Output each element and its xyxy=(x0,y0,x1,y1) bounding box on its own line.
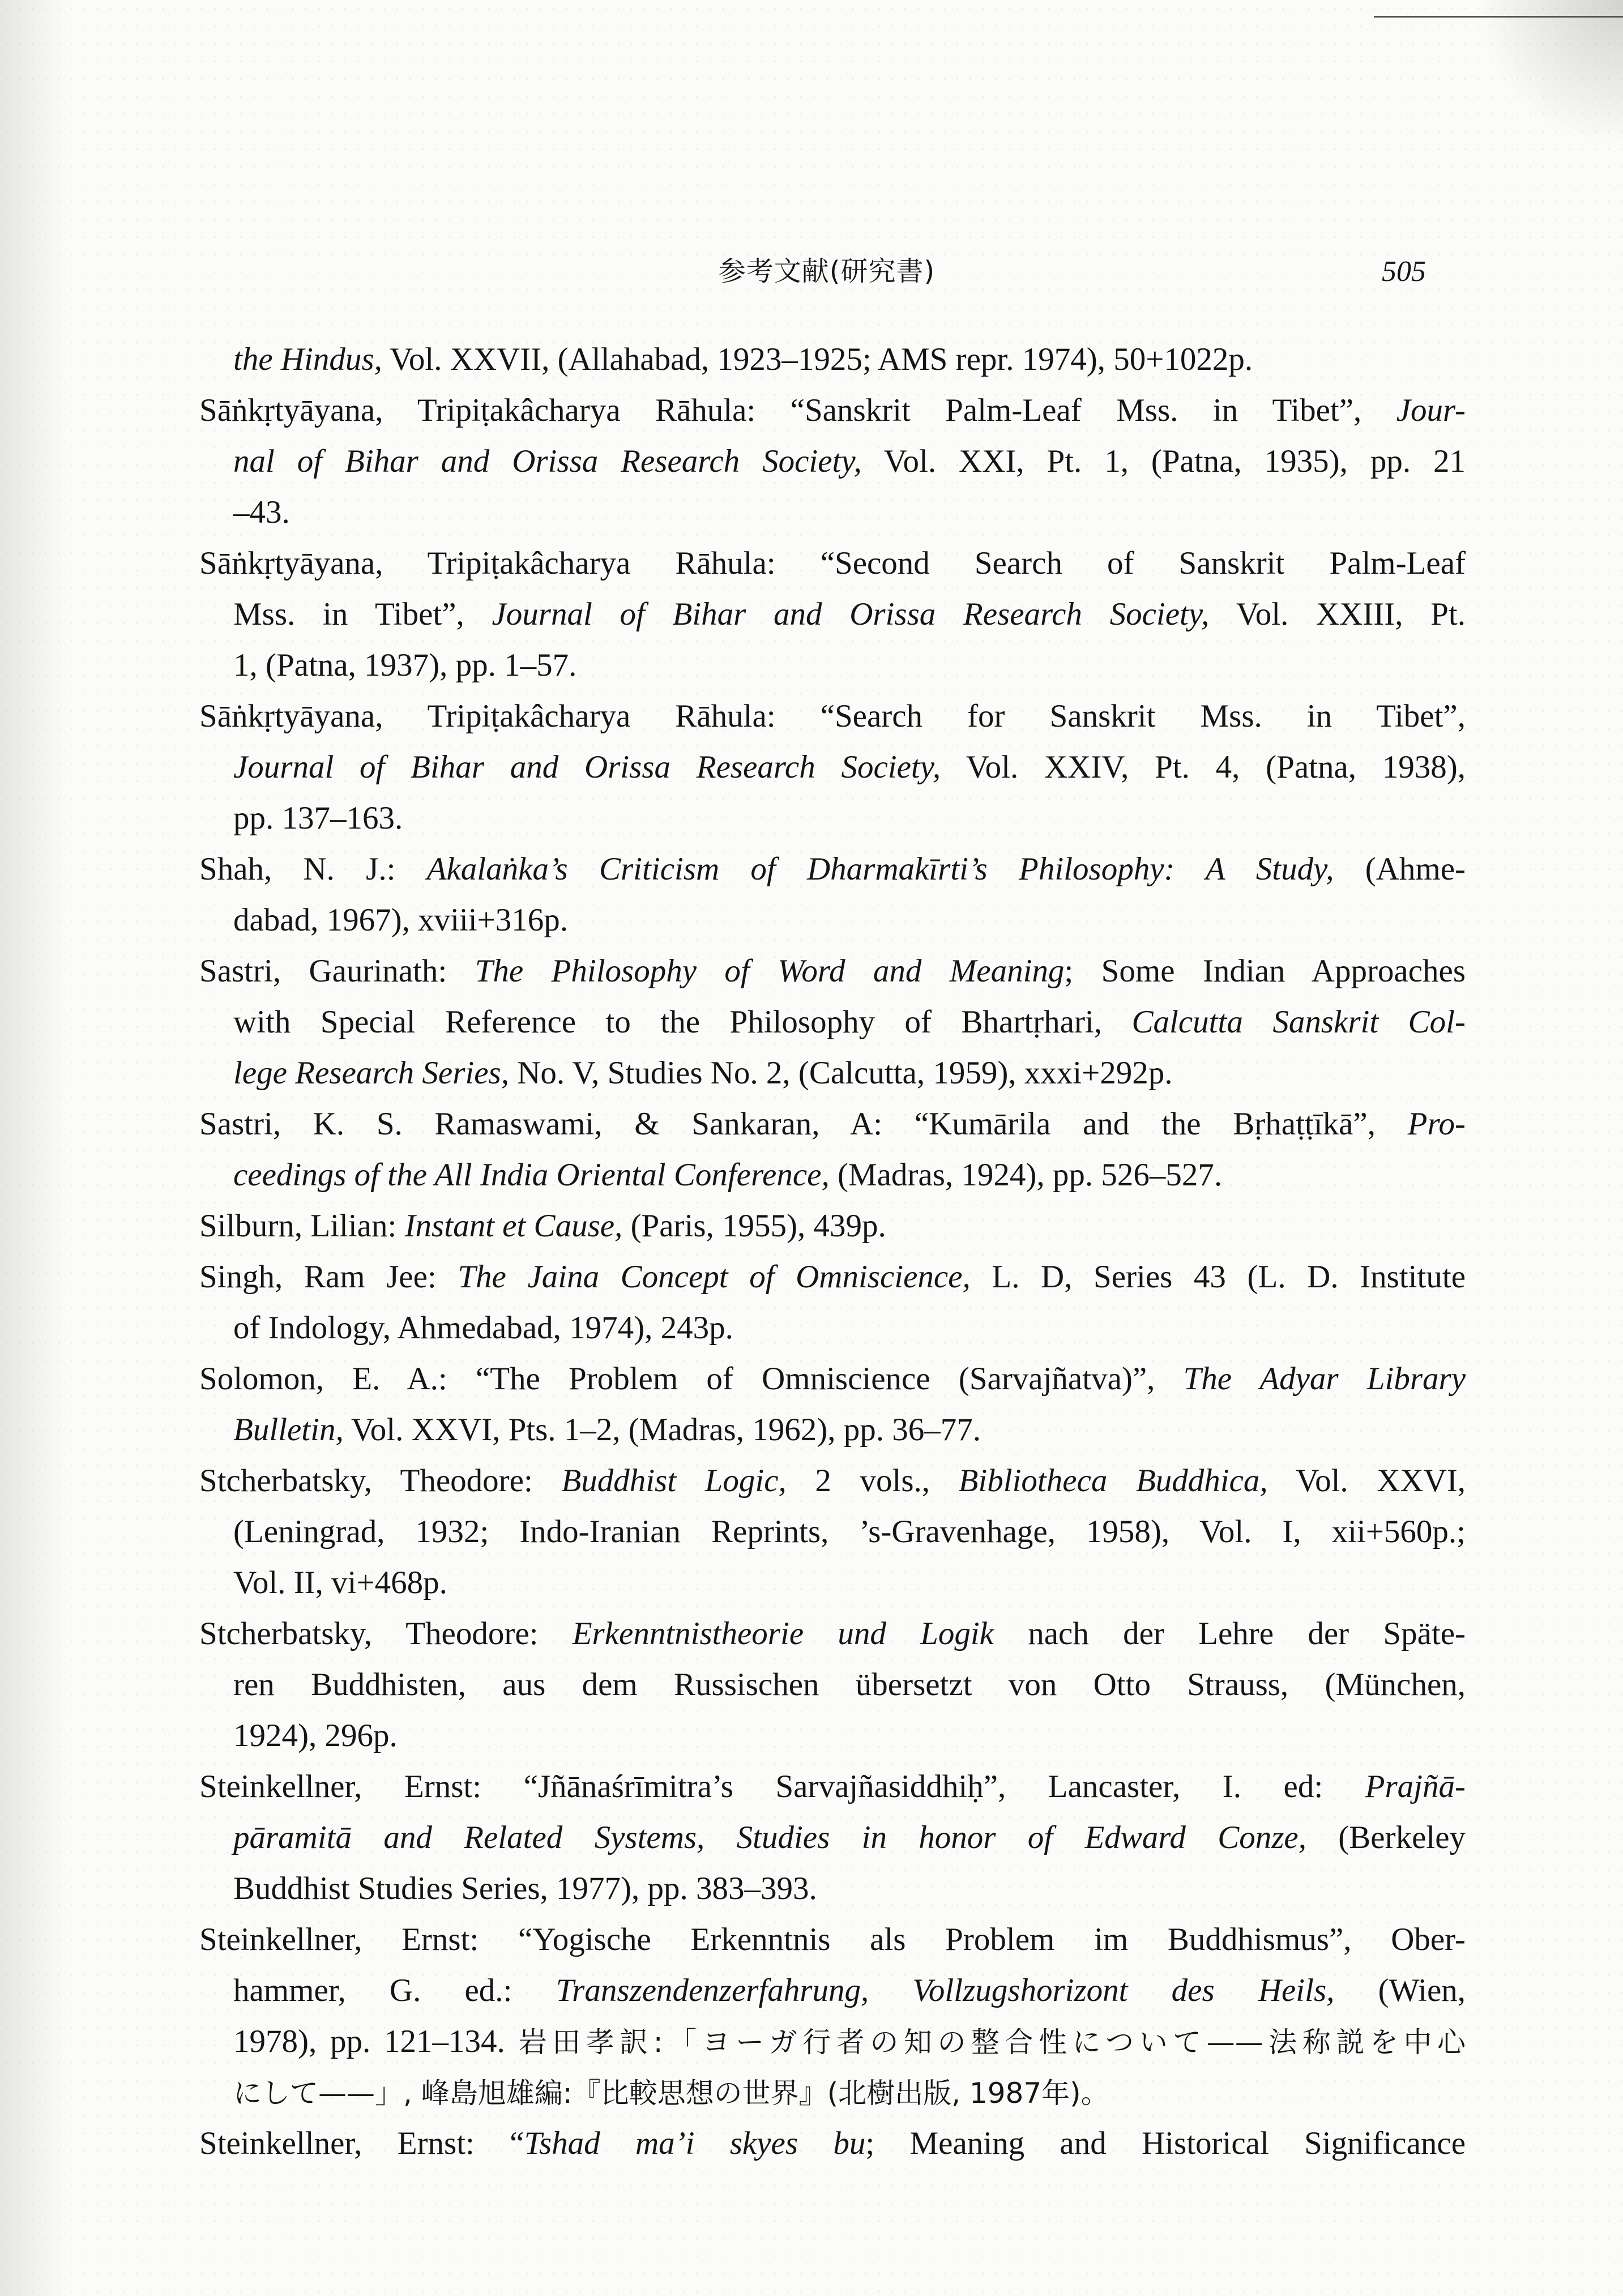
entry-line xyxy=(199,1659,1466,1710)
bibliography-entry xyxy=(199,1201,1466,1252)
italic-title-text: Bulletin, xyxy=(233,1412,344,1448)
citation-text: dabad, 1967), xviii+316p. xyxy=(233,902,568,938)
entry-line xyxy=(199,1048,1466,1099)
bibliography-entry xyxy=(199,691,1466,844)
citation-text: Sāṅkṛtyāyana, Tripiṭakâcharya Rāhula: “Second Search of Sanskrit Palm-Leaf xyxy=(199,545,1466,581)
citation-text: Vol. XXVII, (Allahabad, 1923–1925; AMS repr. 1974), 50+1022p. xyxy=(382,342,1253,377)
entry-line xyxy=(199,997,1466,1048)
bibliography-entry xyxy=(199,1099,1466,1201)
italic-title-text: The Adyar Library xyxy=(1183,1361,1466,1397)
bibliography-entry xyxy=(199,844,1466,946)
bibliography-entry xyxy=(199,2118,1466,2169)
citation-text: 1978), pp. 121–134. xyxy=(233,2024,519,2059)
citation-text: Sāṅkṛtyāyana, Tripiṭakâcharya Rāhula: “Sanskrit Palm-Leaf Mss. in Tibet”, xyxy=(199,392,1396,428)
citation-text: of Indology, Ahmedabad, 1974), 243p. xyxy=(233,1310,733,1346)
citation-text: (Ahme- xyxy=(1334,851,1466,887)
italic-title-text: Buddhist Logic, xyxy=(561,1463,787,1499)
page-number: 505 xyxy=(1382,255,1426,288)
entry-line xyxy=(199,385,1466,436)
citation-text: Stcherbatsky, Theodore: xyxy=(199,1616,573,1651)
italic-title-text: The Philosophy of Word and Meaning xyxy=(475,953,1065,989)
citation-text: ; Some Indian Approaches xyxy=(1064,953,1466,989)
citation-text: にして——」, 峰島旭雄編:『比較思想の世界』(北樹出版, 1987年)。 xyxy=(233,2077,1109,2110)
italic-title-text: lege Research Series, xyxy=(233,1055,509,1091)
bibliography-entry xyxy=(199,1456,1466,1608)
italic-title-text: Journal of Bihar and Orissa Research Society, xyxy=(492,596,1210,632)
citation-text: Mss. in Tibet”, xyxy=(233,596,492,632)
italic-title-text: Akalaṅka’s Criticism of Dharmakīrti’s Philosophy: A Study, xyxy=(426,851,1334,887)
entry-line xyxy=(199,1150,1466,1201)
entry-line xyxy=(199,1608,1466,1659)
citation-text: 2 vols., xyxy=(786,1463,959,1499)
entry-line xyxy=(199,2118,1466,2169)
citation-text: pp. 137–163. xyxy=(233,800,403,836)
citation-text: No. V, Studies No. 2, (Calcutta, 1959), xxxi+292p. xyxy=(509,1055,1173,1091)
citation-text: Vol. II, vi+468p. xyxy=(233,1565,447,1601)
entry-line xyxy=(199,793,1466,844)
citation-text: with Special Reference to the Philosophy of Bhartṛhari, xyxy=(233,1004,1132,1040)
citation-text: ; Meaning and Historical Significance xyxy=(865,2126,1466,2161)
italic-title-text: the Hindus, xyxy=(233,342,382,377)
italic-title-text: Jour- xyxy=(1396,392,1466,428)
citation-text: (Wien, xyxy=(1334,1973,1466,2008)
citation-text: Buddhist Studies Series, 1977), pp. 383–393. xyxy=(233,1871,817,1906)
entry-line xyxy=(199,538,1466,589)
citation-text: Steinkellner, Ernst: “Yogische Erkenntnis als Problem im Buddhismus”, Ober- xyxy=(199,1922,1466,1957)
citation-text: Vol. XXIII, Pt. xyxy=(1209,596,1466,632)
entry-line xyxy=(199,1557,1466,1608)
citation-text: Vol. XXI, Pt. 1, (Patna, 1935), pp. 21 xyxy=(861,443,1466,479)
entry-line xyxy=(199,844,1466,895)
citation-text: Stcherbatsky, Theodore: xyxy=(199,1463,562,1499)
citation-text: Silburn, Lilian: xyxy=(199,1208,405,1244)
running-header: 参考文献(研究書) xyxy=(718,255,936,287)
scan-edge-shadow xyxy=(0,0,68,2296)
entry-line xyxy=(199,1456,1466,1507)
citation-text: 1924), 296p. xyxy=(233,1718,398,1753)
entry-line xyxy=(199,334,1466,385)
bibliography-entry xyxy=(199,1608,1466,1761)
entry-line xyxy=(199,1201,1466,1252)
citation-text: Sastri, K. S. Ramaswami, & Sankaran, A: “Kumārila and the Bṛhaṭṭīkā”, xyxy=(199,1106,1408,1142)
citation-text: Vol. XXIV, Pt. 4, (Patna, 1938), xyxy=(941,749,1466,785)
bibliography-entry xyxy=(199,385,1466,538)
entry-line xyxy=(199,946,1466,997)
scan-rule xyxy=(1374,16,1623,18)
entry-line xyxy=(199,1863,1466,1914)
citation-text: Solomon, E. A.: “The Problem of Omniscience (Sarvajñatva)”, xyxy=(199,1361,1184,1397)
italic-title-text: pāramitā and Related Systems, Studies in honor of Edward Conze, xyxy=(233,1820,1306,1855)
bibliography-entry xyxy=(199,1252,1466,1354)
citation-text: (Berkeley xyxy=(1306,1820,1466,1855)
entry-line xyxy=(199,1405,1466,1456)
entry-line xyxy=(199,1507,1466,1557)
entry-line xyxy=(199,589,1466,640)
citation-text: Shah, N. J.: xyxy=(199,851,427,887)
citation-text: –43. xyxy=(233,494,290,530)
entry-line xyxy=(199,742,1466,793)
entry-line xyxy=(199,487,1466,538)
citation-text: 岩田孝訳:「ヨーガ行者の知の整合性について——法称説を中心 xyxy=(518,2026,1466,2059)
entry-line xyxy=(199,1812,1466,1863)
entry-line xyxy=(199,1252,1466,1303)
citation-text: nach der Lehre der Späte- xyxy=(994,1616,1466,1651)
citation-text: Sastri, Gaurinath: xyxy=(199,953,475,989)
entry-line xyxy=(199,640,1466,691)
citation-text: Steinkellner, Ernst: “ xyxy=(199,2126,524,2161)
italic-title-text: Transzendenzerfahrung, Vollzugshorizont des Heils, xyxy=(556,1973,1335,2008)
bibliography-entry xyxy=(199,334,1466,385)
entry-line xyxy=(199,2067,1466,2118)
italic-title-text: Erkenntnistheorie und Logik xyxy=(572,1616,994,1651)
entry-line xyxy=(199,1965,1466,2016)
entry-line xyxy=(199,1354,1466,1405)
entry-line xyxy=(199,1914,1466,1965)
italic-title-text: Bibliotheca Buddhica, xyxy=(958,1463,1268,1499)
citation-text: Singh, Ram Jee: xyxy=(199,1259,458,1295)
citation-text: (Leningrad, 1932; Indo-Iranian Reprints, ’s-Gravenhage, 1958), Vol. I, xii+560p.; xyxy=(233,1514,1466,1550)
bibliography-list xyxy=(199,334,1466,2169)
italic-title-text: Tshad ma’i skyes bu xyxy=(524,2126,866,2161)
bibliography-entry xyxy=(199,1761,1466,1914)
citation-text: ren Buddhisten, aus dem Russischen übersetzt von Otto Strauss, (München, xyxy=(233,1667,1466,1702)
entry-line xyxy=(199,2016,1466,2067)
citation-text: hammer, G. ed.: xyxy=(233,1973,556,2008)
entry-line xyxy=(199,895,1466,946)
bibliography-entry xyxy=(199,1914,1466,2118)
italic-title-text: Pro- xyxy=(1407,1106,1466,1142)
italic-title-text: Prajñā- xyxy=(1365,1769,1466,1804)
citation-text: (Paris, 1955), 439p. xyxy=(622,1208,886,1244)
citation-text: Vol. XXVI, xyxy=(1267,1463,1466,1499)
citation-text: Steinkellner, Ernst: “Jñānaśrīmitra’s Sarvajñasiddhiḥ”, Lancaster, I. ed: xyxy=(199,1769,1365,1804)
citation-text: (Madras, 1924), pp. 526–527. xyxy=(829,1157,1223,1193)
italic-title-text: nal of Bihar and Orissa Research Society, xyxy=(233,443,862,479)
entry-line xyxy=(199,436,1466,487)
entry-line xyxy=(199,1710,1466,1761)
italic-title-text: Instant et Cause, xyxy=(404,1208,623,1244)
italic-title-text: Calcutta Sanskrit Col- xyxy=(1131,1004,1466,1040)
italic-title-text: The Jaina Concept of Omniscience, xyxy=(458,1259,971,1295)
citation-text: Sāṅkṛtyāyana, Tripiṭakâcharya Rāhula: “Search for Sanskrit Mss. in Tibet”, xyxy=(199,698,1466,734)
scan-corner-shadow xyxy=(1476,0,1623,147)
citation-text: 1, (Patna, 1937), pp. 1–57. xyxy=(233,647,577,683)
italic-title-text: ceedings of the All India Oriental Conference, xyxy=(233,1157,830,1193)
entry-line xyxy=(199,1761,1466,1812)
italic-title-text: Journal of Bihar and Orissa Research Society, xyxy=(233,749,941,785)
citation-text: Vol. XXVI, Pts. 1–2, (Madras, 1962), pp. 36–77. xyxy=(343,1412,981,1448)
bibliography-entry xyxy=(199,538,1466,691)
entry-line xyxy=(199,1303,1466,1354)
bibliography-entry xyxy=(199,946,1466,1099)
entry-line xyxy=(199,691,1466,742)
citation-text: L. D, Series 43 (L. D. Institute xyxy=(970,1259,1466,1295)
bibliography-entry xyxy=(199,1354,1466,1456)
entry-line xyxy=(199,1099,1466,1150)
